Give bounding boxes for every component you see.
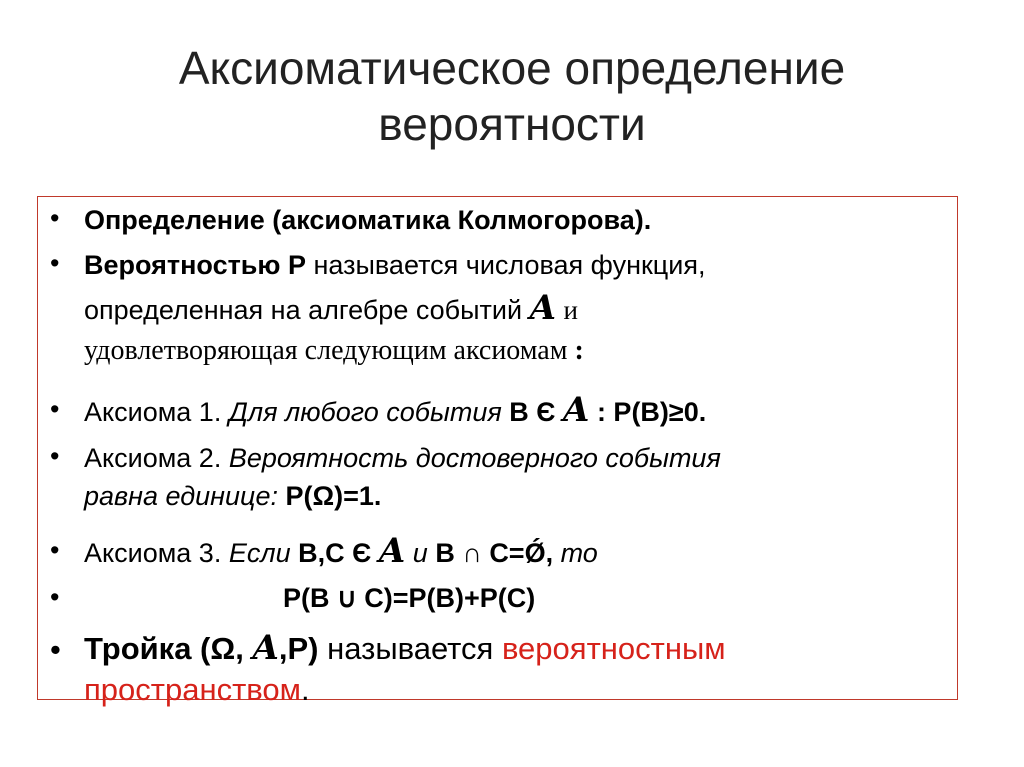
probability-definition-line-2 — [84, 288, 578, 330]
period: . — [300, 672, 310, 707]
probability-space-term: вероятностным — [501, 631, 726, 666]
definition-text: удовлетворяющая следующим аксиомам — [84, 335, 568, 366]
axiom-2-line-2 — [84, 476, 381, 516]
axiom-text: Если — [228, 538, 291, 568]
slide-title — [0, 40, 1024, 152]
probability-space-line-2 — [84, 670, 310, 710]
axiom-formula: : P(B)≥0. — [596, 397, 707, 427]
bullet: • — [50, 632, 61, 667]
algebra-symbol: A — [563, 390, 590, 430]
axiom-label: Аксиома 3. — [84, 538, 222, 568]
probability-term: Вероятностью P — [84, 250, 306, 280]
algebra-symbol: A — [252, 628, 279, 668]
axiom-text: то — [560, 538, 598, 568]
axiom-formula: B Є — [509, 397, 556, 427]
axiom-text: Для любого события — [228, 397, 502, 427]
axiom-text: и — [412, 538, 428, 568]
axiom-formula: P(Ω)=1. — [285, 481, 382, 511]
probability-definition-line-3 — [84, 331, 584, 371]
conjunction: и — [563, 295, 578, 325]
colon: : — [574, 335, 584, 366]
axiom-text: Вероятность достоверного события — [228, 443, 721, 473]
axiom-2-line-1 — [84, 438, 721, 478]
axiom-3 — [84, 531, 598, 573]
definition-text: называется — [318, 631, 502, 666]
definition-heading: Определение (аксиоматика Колмогорова). — [84, 205, 652, 235]
axiom-formula: B ∩ C=Ǿ, — [435, 538, 554, 568]
probability-definition-line-1 — [84, 245, 705, 285]
bullet: • — [50, 582, 60, 612]
axiom-label: Аксиома 2. — [84, 443, 222, 473]
axiom-formula: B,C Є — [298, 538, 372, 568]
title-line-2: вероятности — [378, 98, 646, 150]
probability-space-line-1 — [84, 628, 726, 669]
additivity-formula: P(B ∪ C)=P(B)+P(C) — [283, 583, 536, 613]
triple-term: ,P) — [278, 631, 319, 666]
bullet: • — [50, 441, 60, 471]
bullet: • — [50, 535, 60, 565]
triple-term: Тройка (Ω, — [84, 631, 244, 666]
bullet: • — [50, 248, 60, 278]
axiom-1 — [84, 390, 706, 432]
bullet: • — [50, 394, 60, 424]
axiom-text: равна единице: — [84, 481, 278, 511]
definition-text: называется числовая функция, — [305, 250, 706, 280]
bullet: • — [50, 203, 60, 233]
definition-text: определенная на алгебре событий — [84, 295, 523, 325]
probability-space-term: пространством — [84, 672, 301, 707]
title-line-1: Аксиоматическое определение — [178, 42, 846, 94]
axiom-label: Аксиома 1. — [84, 397, 222, 427]
algebra-symbol: A — [529, 288, 556, 328]
algebra-symbol: A — [378, 531, 406, 571]
